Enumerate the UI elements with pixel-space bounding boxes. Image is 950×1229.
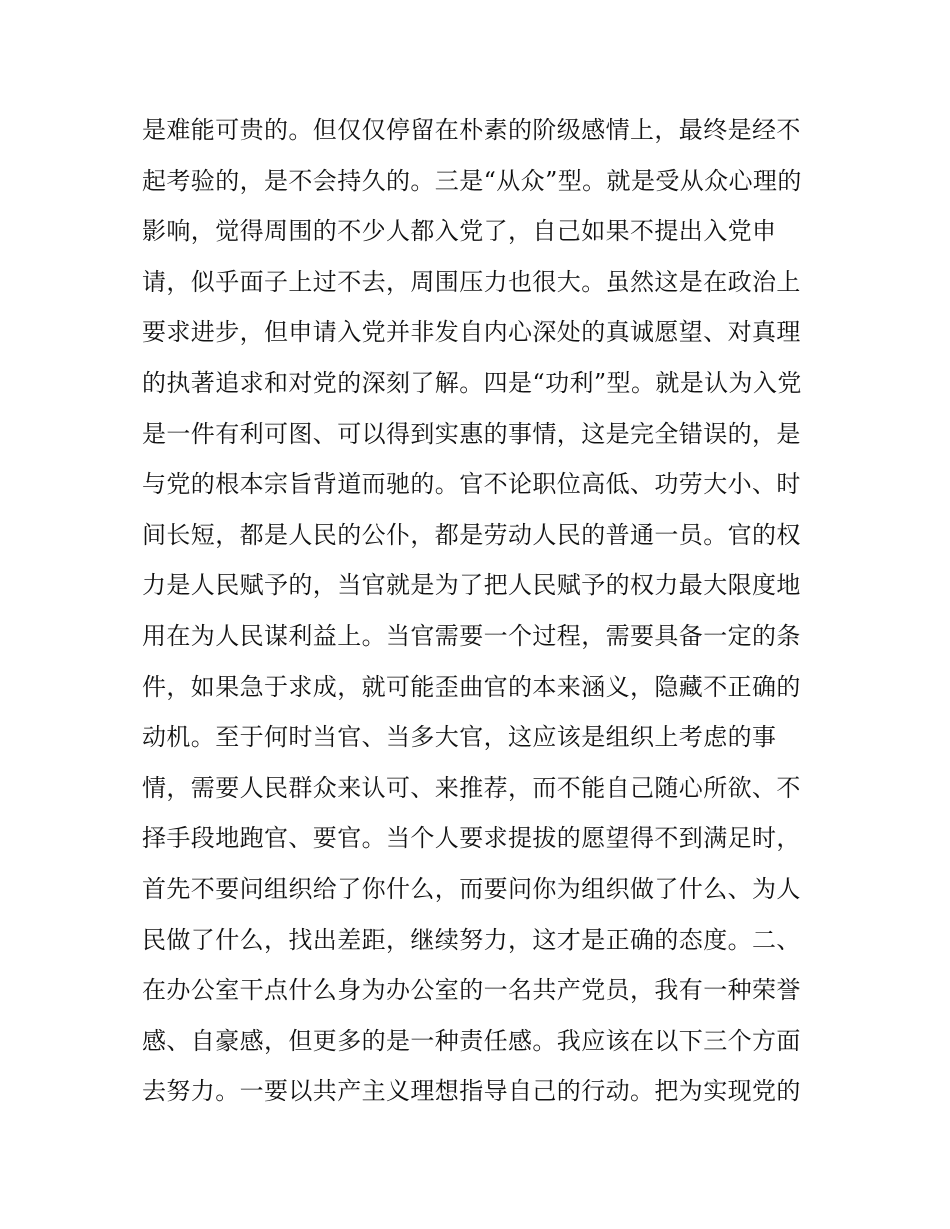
- text-line: 民做了什么，找出差距，继续努力，这才是正确的态度。二、: [142, 925, 801, 954]
- text-line: 在办公室干点什么身为办公室的一名共产党员，我有一种荣誉: [142, 976, 801, 1005]
- text-line: 择手段地跑官、要官。当个人要求提拔的愿望得不到满足时，: [142, 824, 801, 853]
- text-line: 间长短，都是人民的公仆，都是劳动人民的普通一员。官的权: [142, 520, 801, 549]
- text-line: 感、自豪感，但更多的是一种责任感。我应该在以下三个方面: [142, 1026, 801, 1055]
- body-text: [142, 105, 822, 1117]
- text-line: 去努力。一要以共产主义理想指导自己的行动。把为实现党的: [142, 1077, 801, 1106]
- text-line: 动机。至于何时当官、当多大官，这应该是组织上考虑的事: [142, 723, 777, 752]
- text-line: 用在为人民谋利益上。当官需要一个过程，需要具备一定的条: [142, 621, 801, 650]
- text-line: 首先不要问组织给了你什么，而要问你为组织做了什么、为人: [142, 874, 801, 903]
- text-line: 是难能可贵的。但仅仅停留在朴素的阶级感情上，最终是经不: [142, 116, 801, 144]
- text-line: 力是人民赋予的，当官就是为了把人民赋予的权力最大限度地: [142, 571, 801, 600]
- text-line: 要求进步，但申请入党并非发自内心深处的真诚愿望、对真理: [142, 318, 801, 347]
- text-line: 情，需要人民群众来认可、来推荐，而不能自己随心所欲、不: [142, 773, 801, 802]
- text-line: 与党的根本宗旨背道而驰的。官不论职位高低、功劳大小、时: [142, 470, 801, 499]
- text-line: 起考验的，是不会持久的。三是“从众”型。就是受从众心理的: [142, 166, 802, 195]
- text-line: 件，如果急于求成，就可能歪曲官的本来涵义，隐藏不正确的: [142, 672, 801, 701]
- text-line: 是一件有利可图、可以得到实惠的事情，这是完全错误的，是: [142, 419, 801, 448]
- text-line: 请，似乎面子上过不去，周围压力也很大。虽然这是在政治上: [142, 267, 801, 296]
- text-line: 影响，觉得周围的不少人都入党了，自己如果不提出入党申: [142, 217, 777, 246]
- text-line: 的执著追求和对党的深刻了解。四是“功利”型。就是认为入党: [142, 368, 802, 397]
